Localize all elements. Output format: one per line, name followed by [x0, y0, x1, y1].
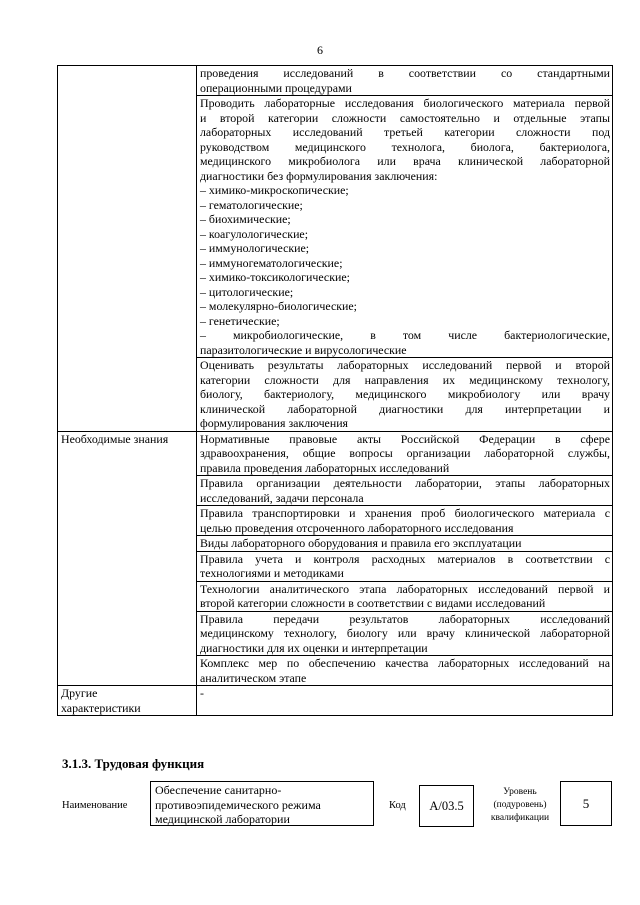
- row-label-knowledge: Необходимые знания: [58, 431, 197, 686]
- action-cell: [197, 66, 613, 96]
- list-item: – химико-токсикологические;: [200, 270, 350, 284]
- table-line: Правила транспортировки и хранения проб биологического материала с: [200, 506, 610, 520]
- table-line: Другие: [61, 686, 98, 700]
- level-label-line: (подуровень): [493, 800, 547, 810]
- name-label: Наименование: [62, 800, 128, 811]
- row-label-empty: [58, 66, 197, 432]
- table-line: формулирования заключения: [200, 416, 349, 430]
- table-line: Оценивать результаты лабораторных исследований первой и второй: [200, 358, 610, 372]
- level-label-line: Уровень: [503, 787, 537, 797]
- table-row: [58, 431, 613, 476]
- list-item: – цитологические;: [200, 284, 294, 299]
- list-item: – биохимические;: [200, 212, 291, 226]
- list-item: – иммуногематологические;: [200, 255, 343, 270]
- table-line: лабораторных исследований третьей категории сложности под: [200, 125, 610, 139]
- table-line: Правила учета и контроля расходных материалов в соответствии с: [200, 551, 610, 566]
- level-label-line: квалификации: [490, 813, 550, 823]
- knowledge-cell: [197, 431, 613, 476]
- table-line: исследований, задачи персонала: [200, 490, 364, 505]
- table-line: здравоохранения, общие вопросы организации лабораторной службы,: [200, 446, 610, 460]
- table-line: Правила передачи результатов лабораторных исследований: [200, 611, 610, 626]
- list-item: – коагулологические;: [200, 226, 309, 241]
- level-label: [485, 786, 555, 825]
- table-line: медицинского микробиолога или врача клинической лабораторной: [200, 154, 610, 168]
- table-line: Технологии аналитического этапа лабораторных исследований первой и: [200, 581, 610, 596]
- table-line: проведения исследований в соответствии со стандартными: [200, 66, 610, 80]
- other-value-cell: [197, 686, 613, 716]
- table-line: характеристики: [61, 700, 141, 715]
- table-line: Виды лабораторного оборудования и правила его эксплуатации: [200, 536, 522, 550]
- table-line: технологиями и методиками: [200, 566, 344, 580]
- table-line: второй категории сложности в соответствии с видами исследований: [200, 596, 546, 610]
- list-item: – иммунологические;: [200, 241, 310, 255]
- labor-function-row: [62, 781, 622, 831]
- table-line: диагностики для их оценки и интерпретации: [200, 640, 428, 655]
- table-line: Комплекс мер по обеспечению качества лабораторных исследований на: [200, 656, 610, 670]
- action-cell: [197, 358, 613, 432]
- function-name-line: противоэпидемического режима: [155, 797, 321, 812]
- list-item: – гематологические;: [200, 197, 303, 212]
- knowledge-cell: [197, 551, 613, 581]
- table-line: целью проведения отсроченного лабораторного исследования: [200, 520, 514, 535]
- table-line: правила проведения лабораторных исследований: [200, 460, 450, 475]
- row-label-other: [58, 686, 197, 716]
- table-line: операционными процедурами: [200, 80, 352, 95]
- table-line: категории сложности для направления их медицинскому технологу,: [200, 372, 610, 387]
- knowledge-cell: [197, 611, 613, 656]
- code-box: А/03.5: [419, 785, 474, 827]
- knowledge-cell: [197, 581, 613, 611]
- action-cell: [197, 96, 613, 358]
- table-line: медицинскому технологу, биологу или врачу клинической лабораторной: [200, 626, 610, 640]
- table-line: и второй категории сложности самостоятельно и отдельные этапы: [200, 110, 610, 125]
- function-name-line: медицинской лаборатории: [155, 812, 290, 826]
- table-line: диагностики без формулирования заключения:: [200, 168, 438, 183]
- knowledge-cell: [197, 656, 613, 686]
- table-row: [58, 66, 613, 96]
- knowledge-cell: [197, 476, 613, 506]
- knowledge-cell: [197, 506, 613, 536]
- code-label: Код: [389, 800, 406, 811]
- table-line: клинической лабораторной диагностики для интерпретации и: [200, 401, 610, 416]
- page-number: 6: [317, 43, 323, 57]
- knowledge-cell: [197, 536, 613, 552]
- competency-table: [57, 65, 613, 716]
- table-line: -: [200, 686, 204, 700]
- list-item: – химико-микроскопические;: [200, 183, 349, 197]
- function-name-box: [150, 781, 374, 826]
- table-line: биологу, бактериологу, медицинского микробиологу или врачу: [200, 387, 610, 401]
- table-line: Правила организации деятельности лаборатории, этапы лабораторных: [200, 476, 610, 490]
- function-name-line: Обеспечение санитарно-: [155, 783, 282, 797]
- list-item: – молекулярно-биологические;: [200, 299, 357, 313]
- table-line: аналитическом этапе: [200, 670, 307, 685]
- section-heading: 3.1.3. Трудовая функция: [62, 756, 205, 771]
- list-item: – микробиологические, в том числе бактериологические,: [200, 328, 610, 342]
- table-line: руководством медицинского технолога, биолога, бактериолога,: [200, 139, 610, 154]
- table-line: Нормативные правовые акты Российской Федерации в сфере: [200, 431, 610, 446]
- list-item: – генетические;: [200, 313, 280, 328]
- table-line: Проводить лабораторные исследования биологического материала первой: [200, 96, 610, 110]
- list-item: паразитологические и вирусологические: [200, 342, 407, 357]
- level-box: 5: [560, 781, 612, 826]
- table-row: [58, 686, 613, 716]
